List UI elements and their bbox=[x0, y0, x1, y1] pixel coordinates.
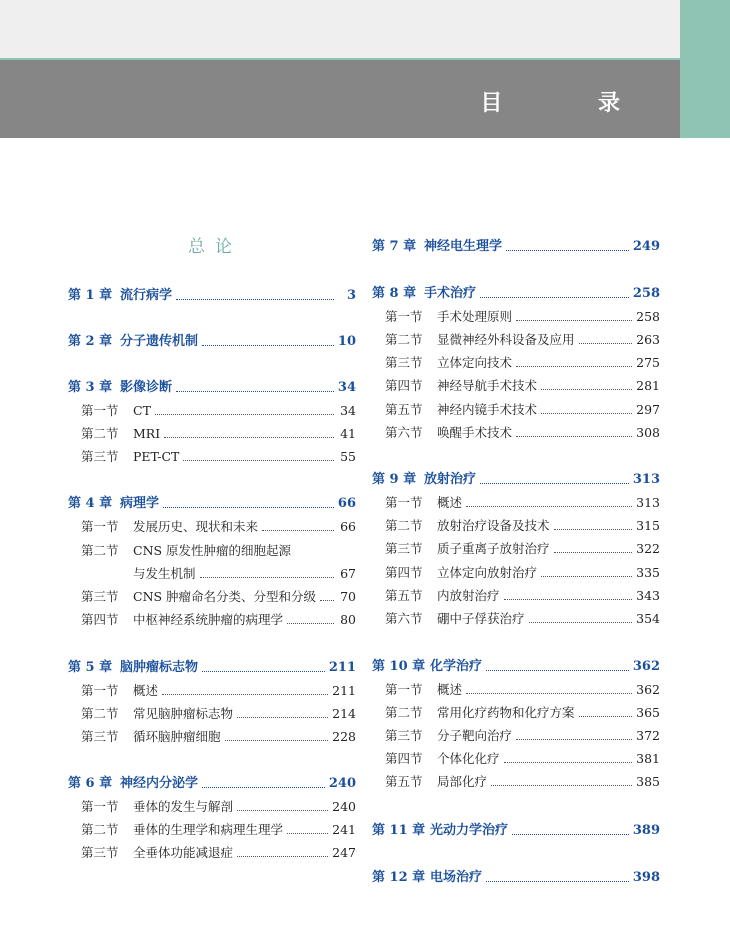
toc-dot-leader bbox=[541, 413, 632, 414]
toc-dot-leader bbox=[504, 762, 633, 763]
toc-page-number: 365 bbox=[636, 705, 660, 720]
toc-section-entry[interactable] bbox=[372, 722, 660, 744]
toc-dot-leader bbox=[287, 833, 328, 834]
toc-dot-leader bbox=[202, 787, 325, 788]
toc-entry-number: 第二节 bbox=[81, 426, 119, 441]
toc-page-number: 372 bbox=[636, 728, 660, 743]
toc-page-number: 275 bbox=[636, 355, 660, 370]
toc-section-entry[interactable] bbox=[372, 489, 660, 511]
toc-entry-title: 中枢神经系统肿瘤的病理学 bbox=[133, 612, 284, 627]
toc-entry-title: 分子遗传机制 bbox=[120, 334, 199, 349]
toc-entry-number: 第一节 bbox=[385, 682, 423, 697]
toc-page-number: 258 bbox=[632, 286, 660, 301]
toc-section-entry[interactable] bbox=[372, 512, 660, 534]
toc-entry-title: 手术处理原则 bbox=[437, 309, 513, 324]
toc-dot-leader bbox=[237, 810, 328, 811]
toc-entry-title: 概述 bbox=[133, 683, 159, 698]
toc-page-number: 354 bbox=[636, 611, 660, 626]
toc-section-entry[interactable] bbox=[68, 677, 356, 699]
toc-entry-title: 循环脑肿瘤细胞 bbox=[133, 729, 221, 744]
toc-entry-number: 第三节 bbox=[81, 589, 119, 604]
toc-entry-title: 神经内分泌学 bbox=[120, 776, 199, 791]
toc-page-number: 362 bbox=[636, 682, 660, 697]
toc-page-number: 297 bbox=[636, 402, 660, 417]
toc-entry-number: 第三节 bbox=[385, 355, 423, 370]
toc-entry-number: 第二节 bbox=[81, 822, 119, 837]
toc-page-number: 247 bbox=[332, 845, 356, 860]
section-title-general: 总论 bbox=[188, 237, 242, 257]
toc-chapter-entry[interactable] bbox=[372, 233, 660, 255]
toc-section-entry[interactable] bbox=[372, 326, 660, 348]
toc-section-entry[interactable] bbox=[68, 420, 356, 442]
toc-page-number: 34 bbox=[340, 403, 356, 418]
toc-section-entry[interactable] bbox=[372, 676, 660, 698]
toc-dot-leader bbox=[486, 881, 629, 882]
toc-entry-title: 电场治疗 bbox=[430, 870, 483, 885]
toc-entry-title: 手术治疗 bbox=[424, 286, 477, 301]
toc-section-entry[interactable] bbox=[372, 699, 660, 721]
toc-entry-number: 第三节 bbox=[81, 449, 119, 464]
toc-page-number: 335 bbox=[636, 565, 660, 580]
toc-dot-leader bbox=[176, 299, 334, 300]
toc-entry-number: 第五节 bbox=[385, 402, 423, 417]
toc-entry-title: 垂体的发生与解剖 bbox=[133, 799, 234, 814]
toc-dot-leader bbox=[579, 716, 633, 717]
toc-entry-number: 第二节 bbox=[81, 543, 119, 558]
toc-entry-number: 第六节 bbox=[385, 611, 423, 626]
toc-dot-leader bbox=[516, 366, 632, 367]
toc-entry-number: 第四节 bbox=[81, 612, 119, 627]
toc-entry-title: 常见脑肿瘤标志物 bbox=[133, 706, 234, 721]
toc-dot-leader bbox=[516, 436, 632, 437]
toc-entry-number: 第一节 bbox=[81, 683, 119, 698]
toc-entry-title: 常用化疗药物和化疗方案 bbox=[437, 705, 575, 720]
toc-chapter-entry[interactable] bbox=[372, 864, 660, 886]
toc-section-entry[interactable] bbox=[372, 605, 660, 627]
toc-entry-number: 第 2 章 bbox=[68, 334, 113, 349]
toc-page-number: 313 bbox=[632, 472, 660, 487]
toc-dot-leader bbox=[237, 856, 328, 857]
toc-entry-number: 第一节 bbox=[81, 403, 119, 418]
toc-entry-number: 第三节 bbox=[81, 845, 119, 860]
toc-page-number: 55 bbox=[340, 449, 356, 464]
toc-entry-title: CT bbox=[133, 403, 151, 418]
toc-page-number: 240 bbox=[332, 799, 356, 814]
toc-entry-title: 立体定向技术 bbox=[437, 355, 513, 370]
toc-page-number: 34 bbox=[337, 380, 356, 395]
toc-page-number: 41 bbox=[340, 426, 356, 441]
toc-entry-title: 立体定向放射治疗 bbox=[437, 565, 538, 580]
toc-entry-number: 第四节 bbox=[385, 378, 423, 393]
toc-page-number: 281 bbox=[636, 378, 660, 393]
toc-entry-number: 第一节 bbox=[385, 309, 423, 324]
toc-entry-number: 第 6 章 bbox=[68, 776, 113, 791]
toc-page-number: 308 bbox=[636, 425, 660, 440]
toc-page-number: 381 bbox=[636, 751, 660, 766]
toc-page-number: 385 bbox=[636, 774, 660, 789]
toc-entry-number: 第 9 章 bbox=[372, 472, 417, 487]
toc-section-entry[interactable] bbox=[372, 768, 660, 790]
toc-page-number: 3 bbox=[346, 288, 356, 303]
toc-dot-leader bbox=[504, 599, 633, 600]
toc-section-entry[interactable] bbox=[68, 397, 356, 419]
toc-dot-leader bbox=[480, 297, 629, 298]
toc-section-entry[interactable] bbox=[68, 793, 356, 815]
toc-page-number: 211 bbox=[328, 660, 356, 675]
toc-entry-title: PET-CT bbox=[133, 449, 180, 464]
toc-page-number: 263 bbox=[636, 332, 660, 347]
toc-entry-title: 与发生机制 bbox=[133, 566, 196, 581]
toc-section-entry[interactable] bbox=[372, 419, 660, 441]
toc-entry-number: 第三节 bbox=[385, 728, 423, 743]
toc-page-number: 240 bbox=[328, 776, 356, 791]
toc-page-number: 10 bbox=[337, 334, 356, 349]
toc-entry-title: 分子靶向治疗 bbox=[437, 728, 513, 743]
toc-page-number: 258 bbox=[636, 309, 660, 324]
toc-page-number: 398 bbox=[632, 870, 660, 885]
toc-entry-title: 化学治疗 bbox=[430, 659, 483, 674]
toc-section-entry[interactable] bbox=[68, 606, 356, 628]
toc-entry-number: 第四节 bbox=[385, 751, 423, 766]
toc-page-number: 389 bbox=[632, 823, 660, 838]
toc-dot-leader bbox=[466, 693, 632, 694]
toc-dot-leader bbox=[554, 529, 633, 530]
toc-entry-number: 第四节 bbox=[385, 565, 423, 580]
toc-entry-title: 概述 bbox=[437, 682, 463, 697]
toc-entry-title: MRI bbox=[133, 426, 161, 441]
toc-entry-number: 第 12 章 bbox=[372, 870, 426, 885]
page-title: 目 录 bbox=[480, 91, 664, 116]
toc-page-number: 362 bbox=[632, 659, 660, 674]
toc-entry-number: 第三节 bbox=[81, 729, 119, 744]
toc-chapter-entry[interactable] bbox=[372, 653, 660, 675]
toc-entry-title: 放射治疗 bbox=[424, 472, 477, 487]
toc-entry-title: 概述 bbox=[437, 495, 463, 510]
toc-entry-title: 显微神经外科设备及应用 bbox=[437, 332, 575, 347]
toc-section-entry[interactable] bbox=[68, 443, 356, 465]
toc-dot-leader bbox=[155, 414, 334, 415]
toc-entry-title: 神经电生理学 bbox=[424, 239, 503, 254]
toc-dot-leader bbox=[176, 391, 334, 392]
toc-dot-leader bbox=[320, 600, 334, 601]
toc-chapter-entry[interactable] bbox=[68, 770, 356, 792]
toc-entry-number: 第一节 bbox=[81, 519, 119, 534]
toc-section-entry[interactable] bbox=[372, 396, 660, 418]
toc-dot-leader bbox=[541, 576, 632, 577]
toc-entry-title: 内放射治疗 bbox=[437, 588, 500, 603]
toc-entry-number: 第五节 bbox=[385, 774, 423, 789]
toc-section-entry[interactable] bbox=[68, 816, 356, 838]
toc-entry-title: 硼中子俘获治疗 bbox=[437, 611, 525, 626]
toc-chapter-entry[interactable] bbox=[68, 282, 356, 304]
toc-entry-title: 影像诊断 bbox=[120, 380, 173, 395]
toc-dot-leader bbox=[162, 694, 328, 695]
toc-entry-number: 第一节 bbox=[385, 495, 423, 510]
toc-entry-title: 脑肿瘤标志物 bbox=[120, 660, 199, 675]
toc-dot-leader bbox=[516, 320, 632, 321]
toc-section-entry[interactable] bbox=[68, 723, 356, 745]
toc-entry-number: 第二节 bbox=[385, 332, 423, 347]
toc-chapter-entry[interactable] bbox=[372, 466, 660, 488]
toc-entry-title: 质子重离子放射治疗 bbox=[437, 541, 550, 556]
toc-section-entry[interactable] bbox=[372, 745, 660, 767]
toc-entry-title: 光动力学治疗 bbox=[430, 823, 509, 838]
toc-entry-title: 垂体的生理学和病理生理学 bbox=[133, 822, 284, 837]
toc-entry-number: 第 3 章 bbox=[68, 380, 113, 395]
toc-chapter-entry[interactable] bbox=[68, 654, 356, 676]
toc-chapter-entry[interactable] bbox=[68, 490, 356, 512]
toc-page-number: 313 bbox=[636, 495, 660, 510]
toc-section-entry[interactable] bbox=[68, 560, 356, 582]
toc-dot-leader bbox=[287, 623, 334, 624]
toc-entry-number: 第五节 bbox=[385, 588, 423, 603]
header-corner-block bbox=[680, 0, 730, 138]
toc-page-number: 343 bbox=[636, 588, 660, 603]
toc-page-number: 214 bbox=[332, 706, 356, 721]
toc-dot-leader bbox=[491, 785, 632, 786]
toc-entry-title: 神经导航手术技术 bbox=[437, 378, 538, 393]
toc-dot-leader bbox=[466, 506, 632, 507]
toc-section-entry[interactable] bbox=[372, 349, 660, 371]
toc-page-number: 241 bbox=[332, 822, 356, 837]
header-accent-line bbox=[0, 58, 680, 60]
toc-entry-title: 全垂体功能减退症 bbox=[133, 845, 234, 860]
toc-section-entry[interactable] bbox=[372, 372, 660, 394]
toc-dot-leader bbox=[554, 552, 633, 553]
toc-page-number: 66 bbox=[340, 519, 356, 534]
toc-entry-number: 第 8 章 bbox=[372, 286, 417, 301]
toc-dot-leader bbox=[516, 739, 632, 740]
toc-entry-title: CNS 肿瘤命名分类、分型和分级 bbox=[133, 589, 317, 604]
toc-entry-number: 第 7 章 bbox=[372, 239, 417, 254]
toc-dot-leader bbox=[486, 670, 629, 671]
toc-page-number: 228 bbox=[332, 729, 356, 744]
toc-section-entry[interactable] bbox=[68, 513, 356, 535]
toc-entry-title: 流行病学 bbox=[120, 288, 173, 303]
toc-section-entry[interactable] bbox=[372, 582, 660, 604]
toc-page-number: 211 bbox=[332, 683, 356, 698]
toc-chapter-entry[interactable] bbox=[372, 280, 660, 302]
toc-dot-leader bbox=[202, 671, 325, 672]
toc-page-number: 315 bbox=[636, 518, 660, 533]
toc-dot-leader bbox=[183, 460, 334, 461]
toc-dot-leader bbox=[579, 343, 633, 344]
toc-dot-leader bbox=[237, 717, 328, 718]
toc-entry-title: 个体化化疗 bbox=[437, 751, 500, 766]
toc-entry-number: 第 11 章 bbox=[372, 823, 426, 838]
toc-page-number: 70 bbox=[340, 589, 356, 604]
toc-entry-number: 第二节 bbox=[385, 705, 423, 720]
toc-page-number: 249 bbox=[632, 239, 660, 254]
toc-page-number: 67 bbox=[340, 566, 356, 581]
toc-dot-leader bbox=[480, 483, 629, 484]
toc-entry-title: 放射治疗设备及技术 bbox=[437, 518, 550, 533]
toc-chapter-entry[interactable] bbox=[68, 374, 356, 396]
toc-entry-number: 第二节 bbox=[81, 706, 119, 721]
toc-section-entry[interactable] bbox=[68, 839, 356, 861]
toc-chapter-entry[interactable] bbox=[372, 817, 660, 839]
toc-dot-leader bbox=[202, 345, 334, 346]
toc-entry-number: 第 4 章 bbox=[68, 496, 113, 511]
toc-dot-leader bbox=[512, 834, 629, 835]
toc-entry-title: 发展历史、现状和未来 bbox=[133, 519, 259, 534]
toc-section-entry[interactable] bbox=[68, 700, 356, 722]
toc-entry-title: 病理学 bbox=[120, 496, 160, 511]
toc-section-entry[interactable] bbox=[372, 303, 660, 325]
toc-entry-number: 第 10 章 bbox=[372, 659, 426, 674]
toc-entry-number: 第三节 bbox=[385, 541, 423, 556]
toc-section-entry[interactable] bbox=[372, 559, 660, 581]
toc-dot-leader bbox=[262, 530, 334, 531]
toc-entry-title: 局部化疗 bbox=[437, 774, 488, 789]
toc-section-entry[interactable] bbox=[68, 537, 356, 559]
toc-dot-leader bbox=[225, 740, 329, 741]
toc-page-number: 322 bbox=[636, 541, 660, 556]
toc-section-entry[interactable] bbox=[68, 583, 356, 605]
toc-entry-number: 第六节 bbox=[385, 425, 423, 440]
toc-entry-number: 第 5 章 bbox=[68, 660, 113, 675]
toc-dot-leader bbox=[164, 437, 334, 438]
toc-entry-number: 第 1 章 bbox=[68, 288, 113, 303]
toc-entry-title: 神经内镜手术技术 bbox=[437, 402, 538, 417]
toc-dot-leader bbox=[529, 622, 633, 623]
toc-entry-title: 唤醒手术技术 bbox=[437, 425, 513, 440]
toc-page-number: 66 bbox=[337, 496, 356, 511]
toc-dot-leader bbox=[506, 250, 629, 251]
toc-entry-number: 第一节 bbox=[81, 799, 119, 814]
toc-dot-leader bbox=[541, 389, 632, 390]
toc-entry-number: 第二节 bbox=[385, 518, 423, 533]
header-top-strip bbox=[0, 0, 680, 58]
toc-dot-leader bbox=[200, 577, 334, 578]
toc-page-number: 80 bbox=[340, 612, 356, 627]
toc-dot-leader bbox=[163, 507, 334, 508]
toc-section-entry[interactable] bbox=[372, 535, 660, 557]
toc-chapter-entry[interactable] bbox=[68, 328, 356, 350]
toc-entry-title: CNS 原发性肿瘤的细胞起源 bbox=[133, 543, 292, 558]
